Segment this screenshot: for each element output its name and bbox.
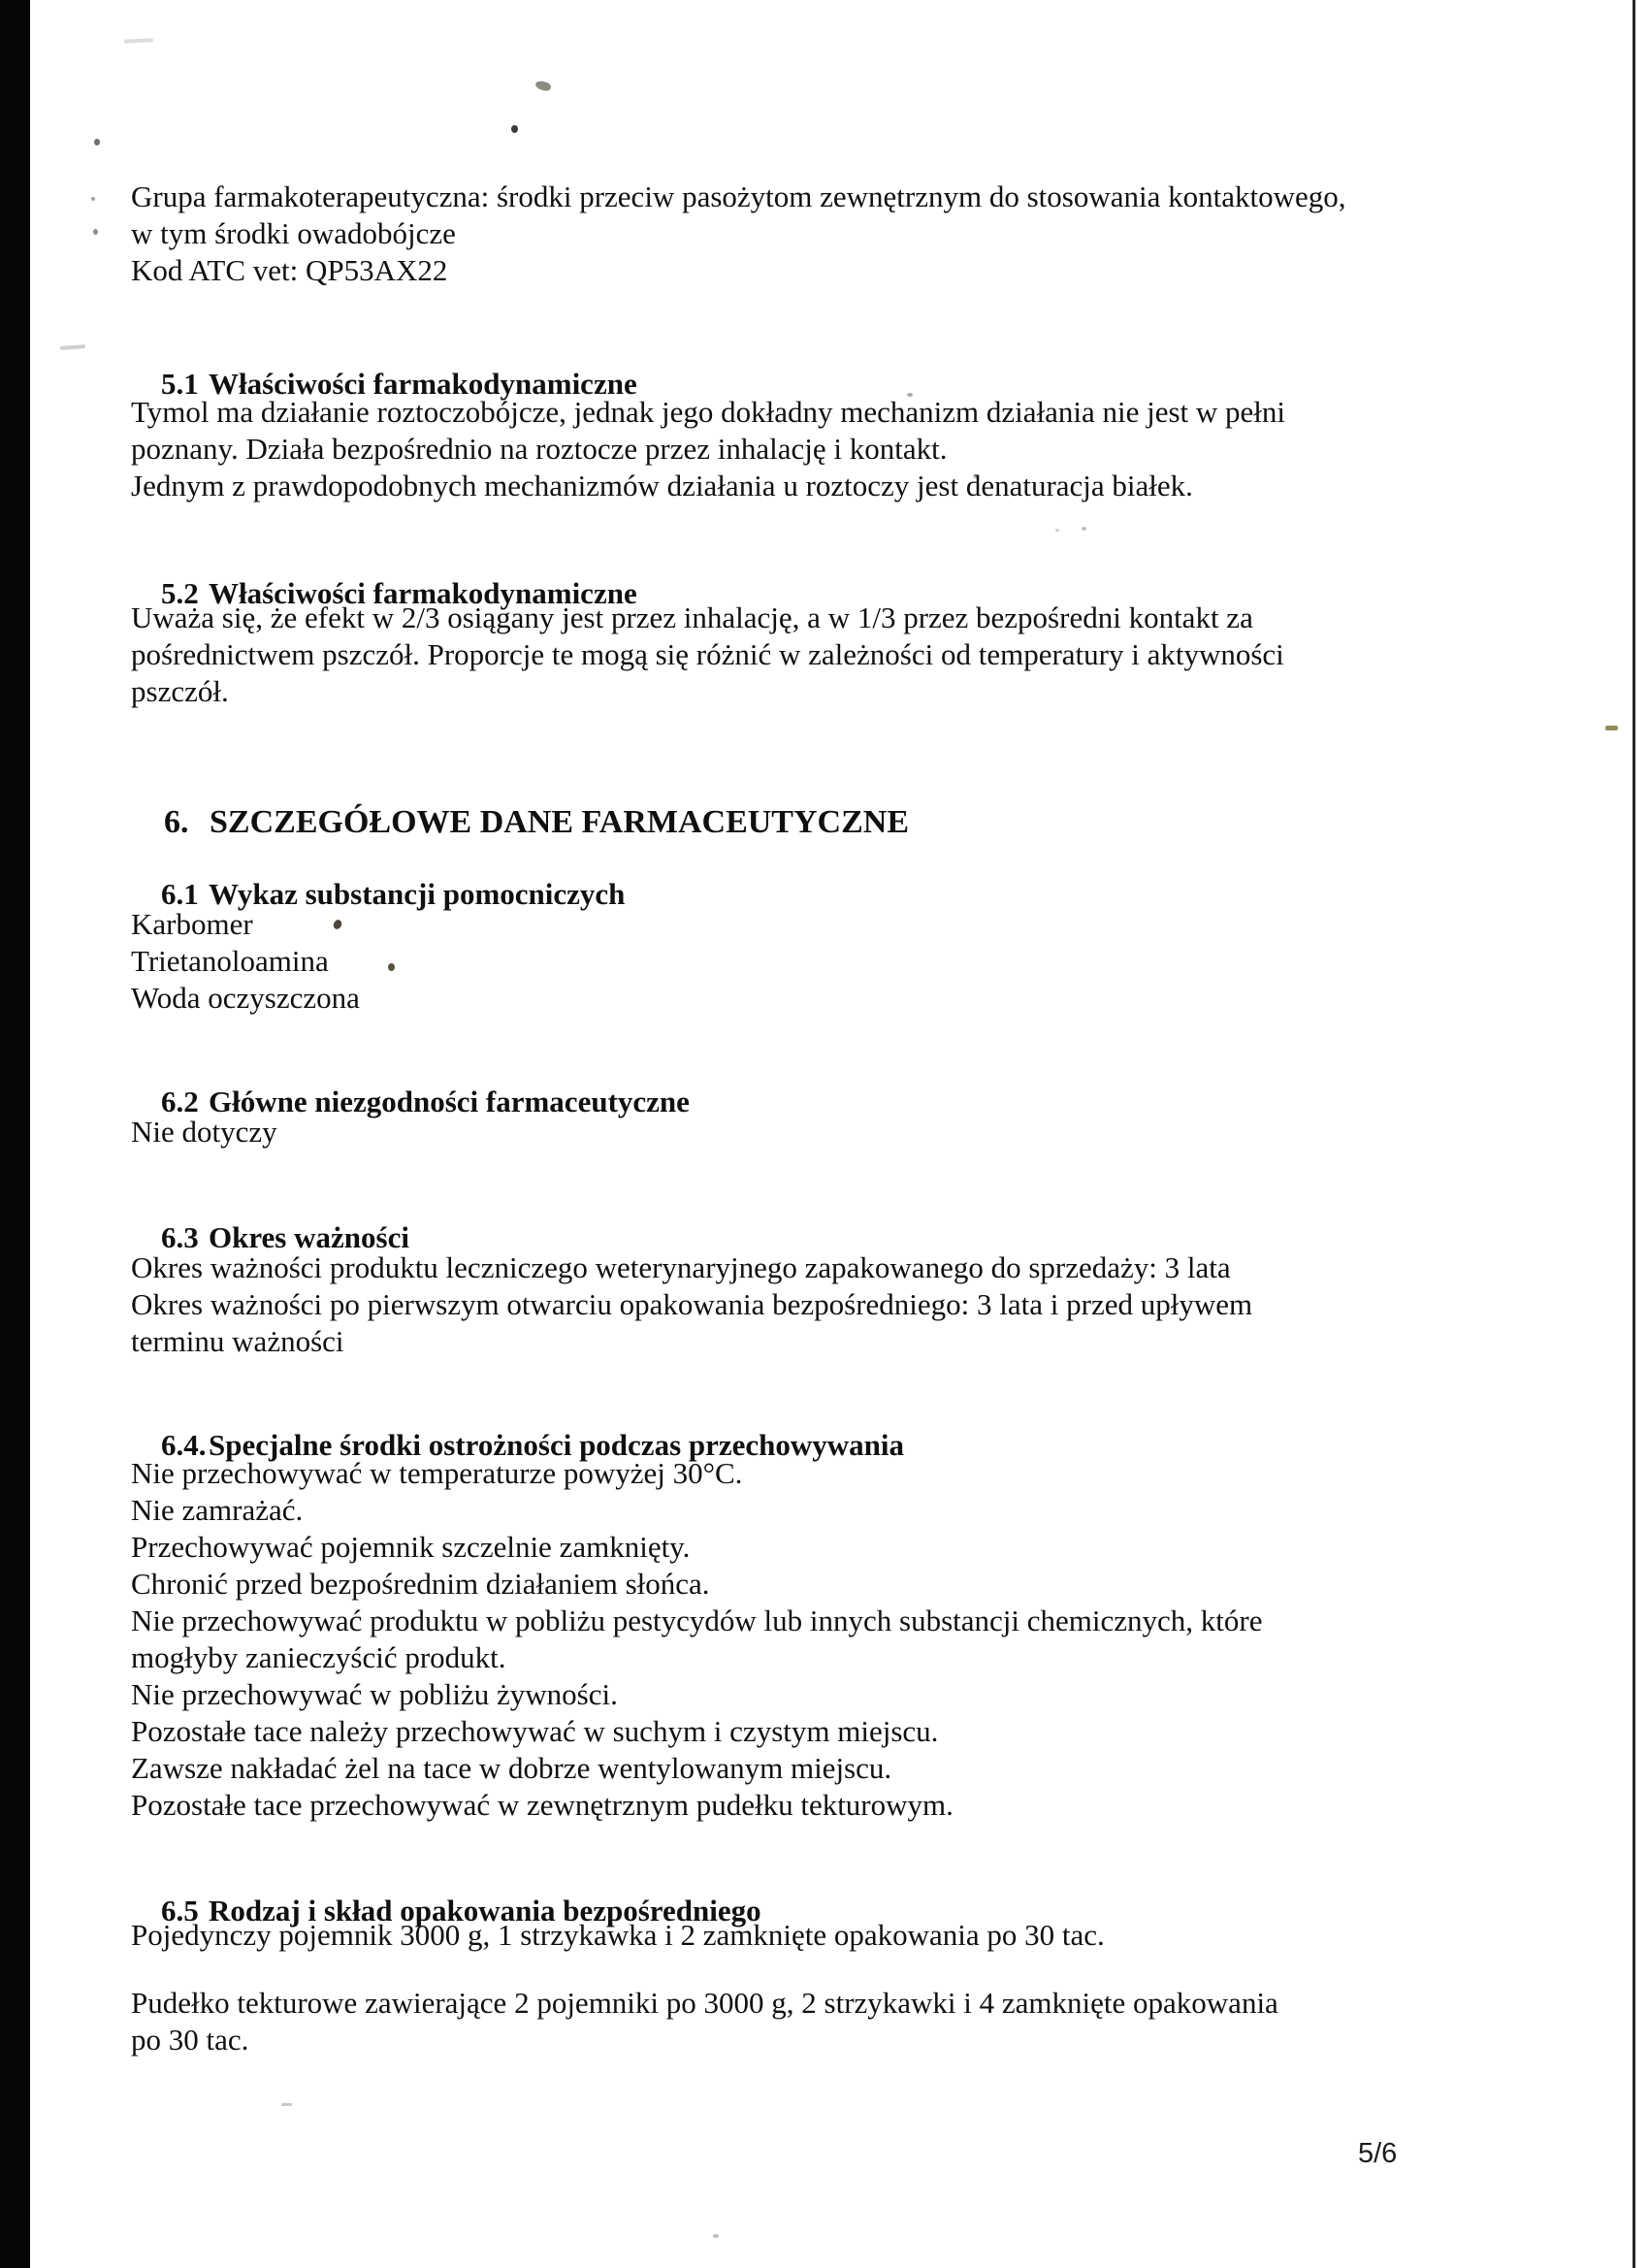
text-line: Pozostałe tace należy przechowywać w suchym i czystym miejscu. [131, 1714, 939, 1748]
section-number: 6. [164, 804, 189, 840]
scan-speck [1605, 726, 1618, 730]
scan-speck [93, 229, 98, 235]
text-line: Okres ważności po pierwszym otwarciu opakowania bezpośredniego: 3 lata i przed upływem [131, 1287, 1253, 1321]
section-title: Okres ważności [209, 1220, 409, 1254]
text-line: Grupa farmakoterapeutyczna: środki przeciw pasożytom zewnętrznym do stosowania kontaktowego, [131, 179, 1346, 213]
section-title: Wykaz substancji pomocniczych [209, 877, 626, 911]
text-line: pszczół. [131, 674, 229, 708]
text-line: terminu ważności [131, 1324, 344, 1358]
scan-speck [94, 139, 100, 146]
section-title: Specjalne środki ostrożności podczas przechowywania [209, 1428, 905, 1462]
text-line: Pojedynczy pojemnik 3000 g, 1 strzykawka i 2 zamknięte opakowania po 30 tac. [131, 1918, 1105, 1952]
section-6-1-list [131, 906, 1547, 1017]
section-6-2-paragraph [131, 1114, 1547, 1150]
scan-speck [511, 125, 518, 133]
section-title: Rodzaj i skład opakowania bezpośredniego [209, 1894, 761, 1928]
section-number: 6.5 [161, 1894, 199, 1928]
scan-smudge [124, 38, 153, 44]
section-5-1-paragraph [131, 394, 1547, 504]
section-6-3-paragraph [131, 1249, 1547, 1360]
text-line: Nie zamrażać. [131, 1493, 304, 1527]
scan-speck [1055, 529, 1059, 532]
text-line: w tym środki owadobójcze [131, 216, 456, 250]
text-line: po 30 tac. [131, 2023, 249, 2057]
text-line: Nie przechowywać w pobliżu żywności. [131, 1677, 618, 1711]
text-line: Jednym z prawdopodobnych mechanizmów działania u roztoczy jest denaturacja białek. [131, 469, 1193, 502]
text-line: poznany. Działa bezpośrednio na roztocze przez inhalację i kontakt. [131, 432, 948, 466]
text-line: Kod ATC vet: QP53AX22 [131, 253, 448, 287]
section-number: 5.1 [161, 367, 199, 401]
text-line: Zawsze nakładać żel na tace w dobrze wentylowanym miejscu. [131, 1751, 892, 1785]
scan-black-edge-left [0, 0, 30, 2268]
text-line: Karbomer [131, 907, 253, 941]
text-line: Nie dotyczy [131, 1115, 277, 1149]
text-line: Pozostałe tace przechowywać w zewnętrznym pudełku tekturowym. [131, 1788, 954, 1822]
scan-speck [1082, 527, 1086, 531]
text-line: Pudełko tekturowe zawierające 2 pojemniki po 3000 g, 2 strzykawki i 4 zamknięte opakowania [131, 1986, 1278, 2020]
text-line: Uważa się, że efekt w 2/3 osiągany jest przez inhalację, a w 1/3 przez bezpośredni kontakt za [131, 600, 1253, 634]
text-line: Chronić przed bezpośrednim działaniem słońca. [131, 1567, 710, 1601]
page-number: 5/6 [1358, 2138, 1398, 2169]
scan-smudge [534, 80, 552, 93]
section-number: 6.1 [161, 877, 199, 911]
section-6-5-paragraph-1 [131, 1917, 1547, 1954]
section-6-4-paragraph [131, 1455, 1547, 1824]
section-6-5-paragraph-2 [131, 1985, 1547, 2058]
scan-line-right [1633, 0, 1635, 2268]
text-line: Tymol ma działanie roztoczobójcze, jednak jego dokładny mechanizm działania nie jest w pełni [131, 395, 1286, 429]
text-line: Okres ważności produktu leczniczego weterynaryjnego zapakowanego do sprzedaży: 3 lata [131, 1250, 1231, 1284]
section-title: Właściwości farmakodynamiczne [209, 367, 637, 401]
text-line: Nie przechowywać produktu w pobliżu pestycydów lub innych substancji chemicznych, które [131, 1604, 1263, 1637]
text-line: pośrednictwem pszczół. Proporcje te mogą się różnić w zależności od temperatury i aktywności [131, 637, 1284, 671]
text-line: Przechowywać pojemnik szczelnie zamknięty. [131, 1530, 691, 1564]
text-line: Trietanoloamina [131, 944, 329, 978]
scan-smudge [281, 2103, 292, 2106]
section-number: 5.2 [161, 576, 199, 610]
section-number: 6.2 [161, 1085, 199, 1118]
intro-paragraph [131, 178, 1547, 289]
text-line: Woda oczyszczona [131, 981, 360, 1015]
scan-speck [713, 2234, 719, 2238]
section-title: Właściwości farmakodynamiczne [209, 576, 637, 610]
section-number: 6.4. [161, 1428, 207, 1462]
scan-speck [91, 197, 95, 201]
section-title: Główne niezgodności farmaceutyczne [209, 1085, 690, 1118]
text-line: Nie przechowywać w temperaturze powyżej 30°C. [131, 1456, 743, 1490]
scan-smudge [60, 344, 85, 350]
section-number: 6.3 [161, 1220, 199, 1254]
section-title: SZCZEGÓŁOWE DANE FARMACEUTYCZNE [210, 804, 910, 840]
section-5-2-paragraph [131, 599, 1547, 710]
text-line: mogłyby zanieczyścić produkt. [131, 1640, 506, 1674]
